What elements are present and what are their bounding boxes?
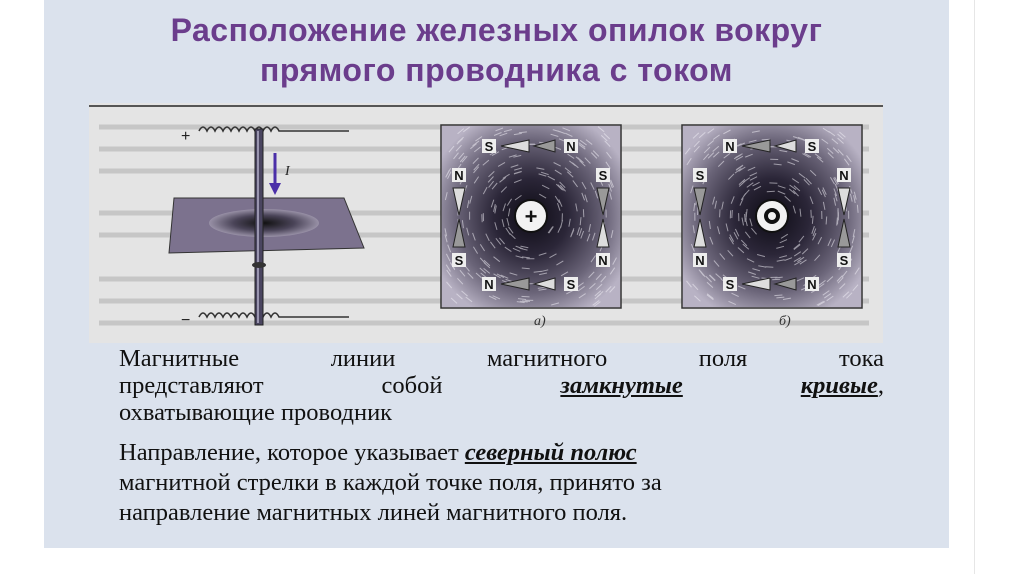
title-line-1: Расположение железных опилок вокруг <box>170 12 823 48</box>
word: тока <box>838 345 884 372</box>
slide <box>44 0 949 548</box>
paragraph-2-line-3: направление магнитных линей магнитного поля. <box>119 499 628 526</box>
pole-label: S <box>839 253 849 268</box>
word: поля <box>698 345 748 372</box>
title-line-2: прямого проводника с током <box>260 52 733 88</box>
pole-label: S <box>598 168 608 183</box>
panel-b-caption: б) <box>779 314 791 329</box>
pole-label: N <box>566 139 576 154</box>
filings-illustration <box>89 103 883 343</box>
paragraph-1-line-2 <box>119 373 884 398</box>
pole-label: S <box>566 277 576 292</box>
emphasis-curves: кривые <box>800 372 878 399</box>
word: собой <box>381 372 443 399</box>
pole-label: N <box>454 168 464 183</box>
pole-label: S <box>695 168 705 183</box>
current-label: I <box>285 164 290 179</box>
panel-a-center-symbol: + <box>524 204 538 229</box>
paragraph-1-line-3: охватывающие проводник <box>119 399 393 426</box>
word: представляют <box>119 372 264 399</box>
word: Магнитные <box>119 345 240 372</box>
pole-label: N <box>725 139 735 154</box>
field-panel-a <box>441 125 621 329</box>
pole-label: N <box>695 253 705 268</box>
pole-label: N <box>484 277 494 292</box>
emphasis-closed: замкнутые <box>560 372 683 399</box>
pole-label: N <box>839 168 849 183</box>
word: линии <box>330 345 396 372</box>
p2-prefix: Направление, которое указывает <box>119 439 459 466</box>
filings-figure <box>89 103 883 343</box>
emphasis-north-pole: северный полюс <box>464 439 637 466</box>
wire-plus-sign: + <box>181 128 191 145</box>
pole-label: N <box>598 253 608 268</box>
comma: , <box>877 372 884 399</box>
paragraph-1-line-1 <box>119 346 884 371</box>
slide-title <box>44 10 949 90</box>
pole-label: S <box>725 277 735 292</box>
paragraph-2-line-1 <box>119 440 884 465</box>
pole-label: S <box>454 253 464 268</box>
field-panel-b <box>682 125 862 329</box>
word: магнитного <box>486 345 608 372</box>
emphasis-curves-wrap <box>801 373 884 398</box>
pole-label: N <box>807 277 817 292</box>
panel-a-caption: а) <box>534 314 546 329</box>
right-panel-edge <box>974 0 1024 574</box>
wire-minus-sign: − <box>181 312 191 329</box>
pole-label: S <box>807 139 817 154</box>
pole-label: S <box>484 139 494 154</box>
paragraph-2-line-2: магнитной стрелки в каждой точке поля, принято за <box>119 469 662 496</box>
